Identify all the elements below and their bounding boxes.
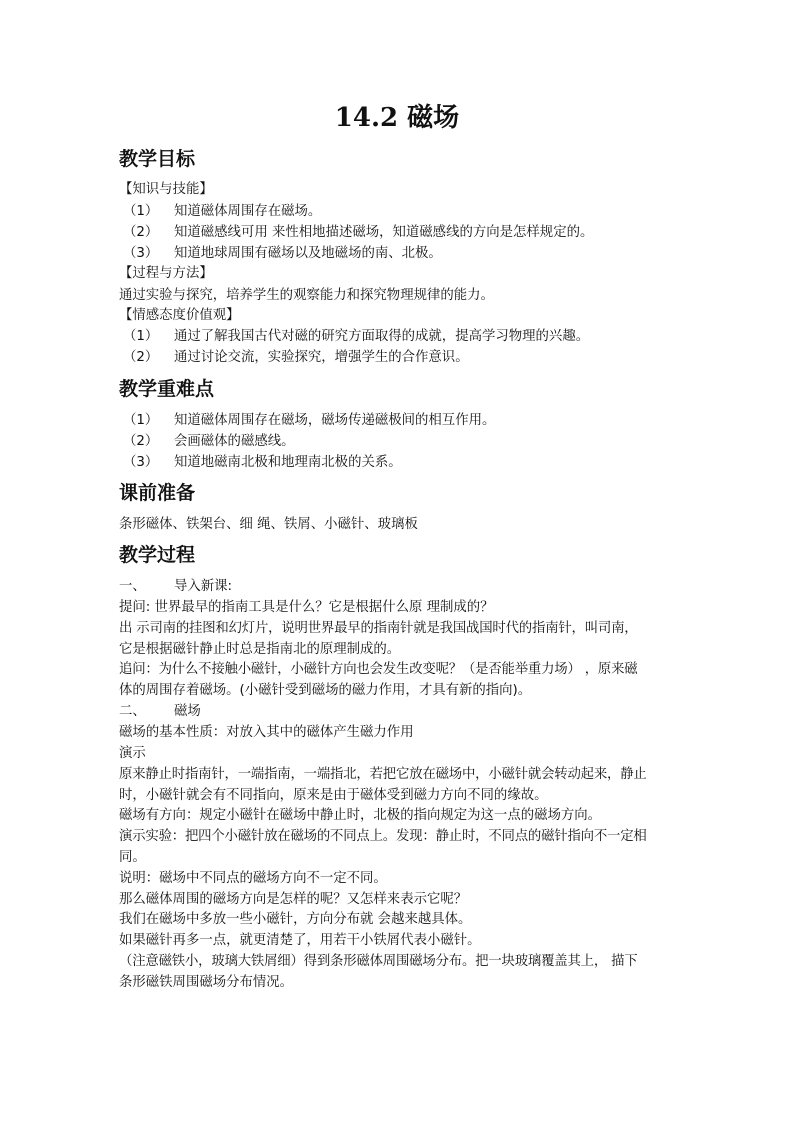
list-number: （2） [123,350,159,365]
paragraph-line: 时，小磁针就会有不同指向，原来是由于磁体受到磁力方向不同的缘故。 [119,788,548,803]
paragraph-line: 它是根据磁针静止时总是指南北的原理制成的。 [119,642,401,657]
heading-key-points: 教学重难点 [119,378,215,400]
paragraph-line: 同。 [119,850,146,865]
label-emotion-values: 【情感态度价值观】 [119,308,240,323]
document-title: 14.2 磁场 [334,103,460,133]
paragraph-line: 体的周围存着磁场。(小磁针受到磁场的磁力作用，才具有新的指向)。 [119,683,532,698]
section-number: 一、 [119,579,146,594]
paragraph-line: 演示实验：把四个小磁针放在磁场的不同点上。发现：静止时，不同点的磁针指向不一定相 [119,829,647,844]
list-number: （2） [123,434,159,449]
paragraph-line: 说明：磁场中不同点的磁场方向不一定不同。 [119,871,387,886]
list-item-text: 知道地磁南北极和地理南北极的关系。 [174,455,402,470]
list-number: （2） [123,225,159,240]
paragraph-line: 如果磁针再多一点，就更清楚了，用若干小铁屑代表小磁针。 [119,933,481,948]
list-item-text: 通过了解我国古代对磁的研究方面取得的成就，提高学习物理的兴趣。 [174,329,590,344]
paragraph-line: 条形磁铁周围磁场分布情况。 [119,975,294,990]
list-number: （3） [123,455,159,470]
list-number: （1） [123,329,159,344]
label-knowledge-skills: 【知识与技能】 [119,182,213,197]
list-number: （1） [123,204,159,219]
heading-teaching-process: 教学过程 [119,544,196,566]
list-number: （3） [123,246,159,261]
section-number: 二、 [119,704,146,719]
list-item-text: 通过讨论交流，实验探究，增强学生的合作意识。 [174,350,469,365]
paragraph-line: 提问: 世界最早的指南工具是什么？它是根据什么原 理制成的？ [119,600,494,615]
list-item-text: 知道磁体周围存在磁场，磁场传递磁极间的相互作用。 [174,413,496,428]
paragraph-line: 追问：为什么不接触小磁针，小磁针方向也会发生改变呢？（是否能举重力场） ，原来磁 [119,662,638,677]
list-item-text: 知道地球周围有磁场以及地磁场的南、北极。 [174,246,442,261]
list-number: （1） [123,413,159,428]
paragraph-line: 原来静止时指南针，一端指南，一端指北，若把它放在磁场中，小磁针就会转动起来，静止 [119,767,647,782]
paragraph-line: 磁场的基本性质：对放入其中的磁体产生磁力作用 [119,725,414,740]
paragraph: 通过实验与探究，培养学生的观察能力和探究物理规律的能力。 [119,288,494,303]
paragraph-line: 我们在磁场中多放一些小磁针，方向分布就 会越来越具体。 [119,912,472,927]
paragraph-line: 那么磁体周围的磁场方向是怎样的呢？又怎样来表示它呢？ [119,892,468,907]
heading-preparation: 课前准备 [119,482,196,504]
section-title: 磁场 [174,704,201,719]
paragraph-line: 出 示司南的挂图和幻灯片，说明世界最早的指南针就是我国战国时代的指南针，叫司南， [119,621,638,636]
paragraph-line: （注意磁铁小，玻璃大铁屑细）得到条形磁体周围磁场分布。把一块玻璃覆盖其上， 描下 [119,954,638,969]
list-item-text: 知道磁体周围存在磁场。 [174,204,322,219]
heading-teaching-goals: 教学目标 [119,148,196,170]
section-title: 导入新课: [174,579,233,594]
list-item-text: 会画磁体的磁感线。 [174,434,295,449]
paragraph-line: 磁场有方向：规定小磁针在磁场中静止时，北极的指向规定为这一点的磁场方向。 [119,808,602,823]
paragraph-line: 演示 [119,746,146,761]
paragraph: 条形磁体、铁架台、细 绳、铁屑、小磁针、玻璃板 [119,517,418,532]
list-item-text: 知道磁感线可用 来性相地描述磁场，知道磁感线的方向是怎样规定的。 [174,225,594,240]
label-process-methods: 【过程与方法】 [119,266,213,281]
